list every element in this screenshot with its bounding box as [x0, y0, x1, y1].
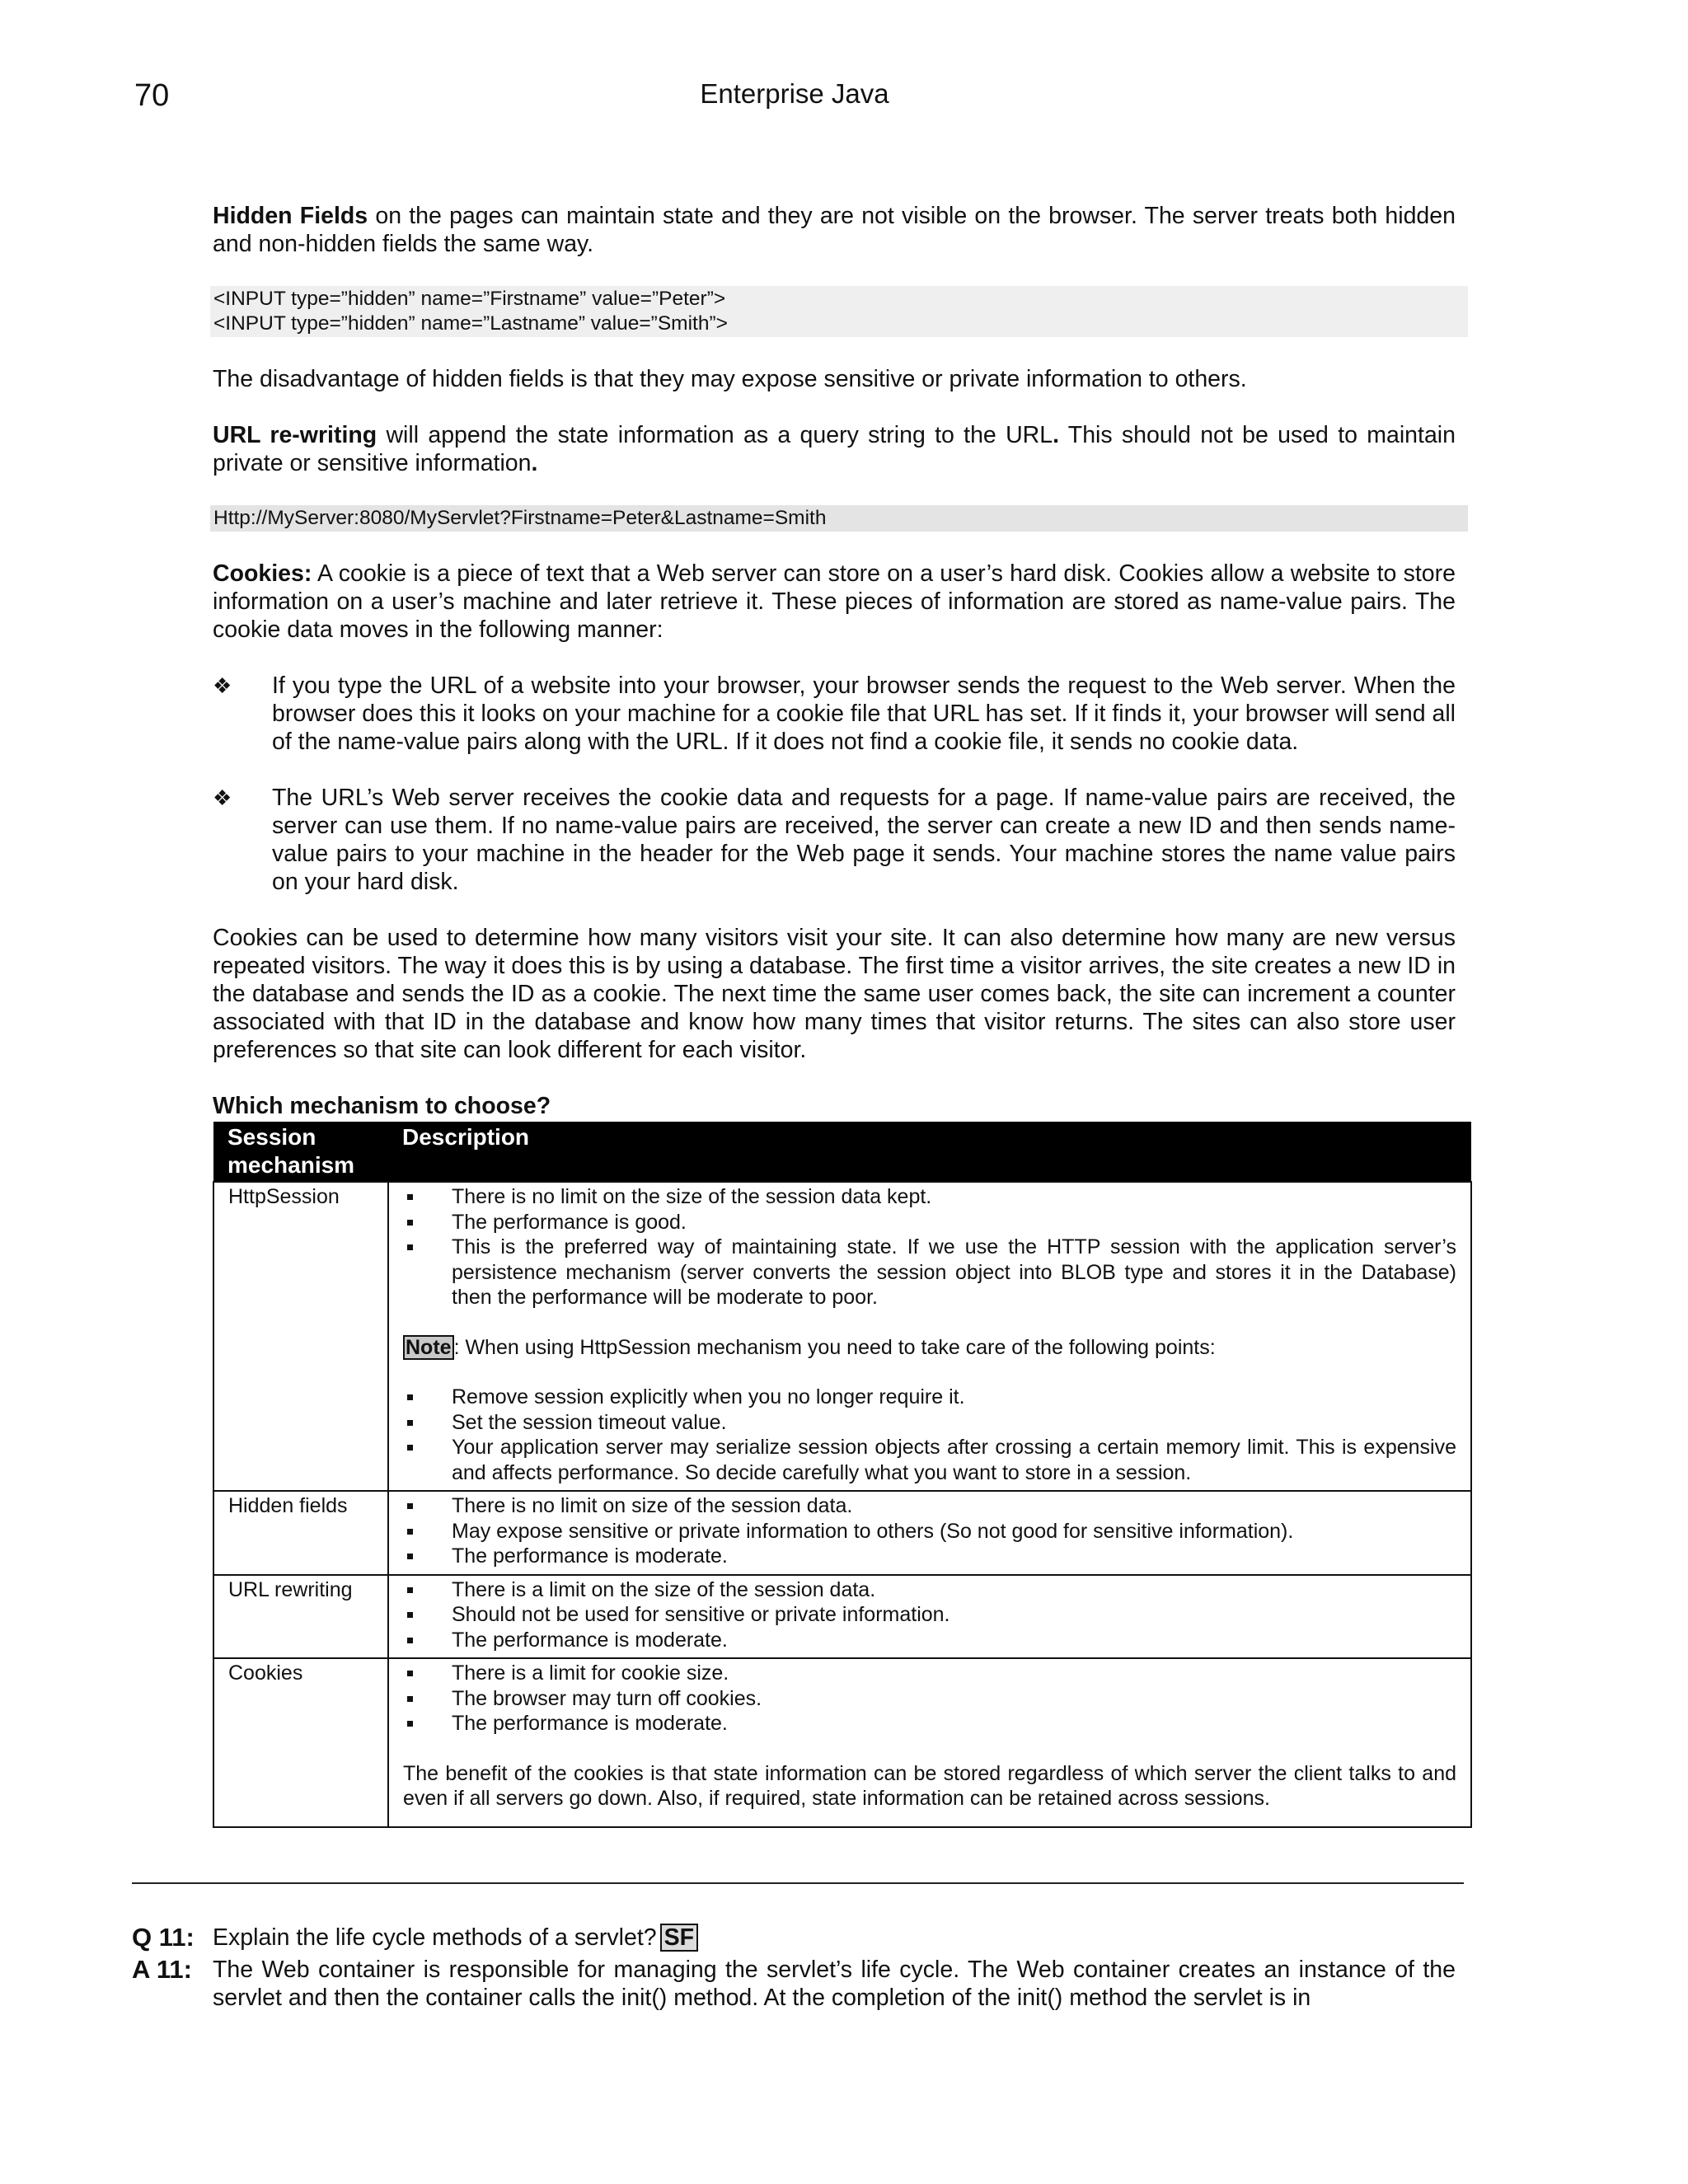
- section-heading: Which mechanism to choose?: [213, 1093, 551, 1119]
- mechanism-name: URL rewriting: [213, 1575, 388, 1659]
- table-row: [213, 1658, 1471, 1827]
- column-header: Session mechanism: [213, 1122, 388, 1182]
- mechanism-description: [388, 1658, 1471, 1827]
- answer-text: The Web container is responsible for managing the servlet’s life cycle. The Web container creates an instance of the servlet and then the container calls the init() method. At the completion of the init() method the servlet is in: [213, 1957, 1456, 2011]
- main-content: [213, 202, 1456, 1828]
- point-list: [403, 1577, 1456, 1653]
- url-rewriting-text-2: This should not be used to maintain private or sensitive information: [213, 422, 1456, 476]
- hidden-fields-term: Hidden Fields: [213, 203, 368, 229]
- note: [403, 1335, 1456, 1361]
- diamond-bullet-icon: ❖: [213, 673, 232, 698]
- list-item: Should not be used for sensitive or private information.: [403, 1602, 1456, 1628]
- mechanism-description: [388, 1491, 1471, 1575]
- list-item: Your application server may serialize session objects after crossing a certain memory limit. This is expensive and affects performance. So decide carefully what you want to store in a session.: [403, 1435, 1456, 1485]
- diamond-bullet-icon: ❖: [213, 785, 232, 810]
- point-list: [403, 1661, 1456, 1736]
- list-item: The browser may turn off cookies.: [403, 1686, 1456, 1712]
- question-label: Q 11:: [132, 1923, 195, 1952]
- sf-tag-badge: SF: [660, 1924, 698, 1952]
- session-mechanism-table: [213, 1122, 1472, 1828]
- table-row: [213, 1575, 1471, 1659]
- cookies-paragraph: [213, 560, 1456, 644]
- list-item: Remove session explicitly when you no longer require it.: [403, 1385, 1456, 1410]
- spacer: [403, 1360, 1456, 1385]
- hidden-fields-paragraph: [213, 202, 1456, 258]
- code-line: <INPUT type=”hidden” name=”Firstname” value=”Peter”>: [213, 288, 726, 310]
- answer-label: A 11:: [132, 1955, 192, 1984]
- table-row: [213, 1491, 1471, 1575]
- column-header: Description: [388, 1122, 1471, 1182]
- page-number: 70: [134, 78, 170, 113]
- cookies-text: A cookie is a piece of text that a Web server can store on a user’s hard disk. Cookies allow a website to store information on a user’s machine and later retrieve it. These pieces of information are stored as name-value pairs. The cookie data moves in the following manner:: [213, 560, 1456, 643]
- cookies-benefit: The benefit of the cookies is that state information can be stored regardless of which server the client talks to and even if all servers go down. Also, if required, state information can be retained across sessions.: [403, 1761, 1456, 1810]
- bold-period: .: [531, 450, 538, 476]
- list-item: There is no limit on the size of the session data kept.: [403, 1184, 1456, 1210]
- hidden-fields-code: [210, 286, 1468, 337]
- mechanism-description: [388, 1575, 1471, 1659]
- mechanism-name: HttpSession: [213, 1182, 388, 1491]
- horizontal-rule: [132, 1882, 1464, 1884]
- list-item: [213, 784, 1456, 896]
- spacer: [403, 1310, 1456, 1335]
- list-item: The performance is moderate.: [403, 1711, 1456, 1736]
- list-item: May expose sensitive or private information to others (So not good for sensitive information).: [403, 1519, 1456, 1544]
- point-list: [403, 1385, 1456, 1485]
- url-rewriting-paragraph: [213, 421, 1456, 477]
- list-item: The performance is moderate.: [403, 1628, 1456, 1653]
- list-item: Set the session timeout value.: [403, 1410, 1456, 1436]
- bold-period: .: [1053, 422, 1060, 448]
- url-rewriting-code: [210, 505, 1468, 532]
- list-item: There is a limit for cookie size.: [403, 1661, 1456, 1686]
- list-item-text: The URL’s Web server receives the cookie data and requests for a page. If name-value pairs are received, the server can use them. If no name-value pairs are received, the server can create a new ID and then sends name-value pairs to your machine in the header for the Web page it sends. Your machine stores the name value pairs on your hard disk.: [272, 785, 1456, 895]
- mechanism-description: [388, 1182, 1471, 1491]
- code-line: Http://MyServer:8080/MyServlet?Firstname=Peter&Lastname=Smith: [213, 507, 827, 529]
- running-head-title: Enterprise Java: [700, 78, 889, 109]
- answer-block: [132, 1956, 1456, 2012]
- cookie-flow-list: [213, 672, 1456, 896]
- point-list: [403, 1184, 1456, 1310]
- point-list: [403, 1493, 1456, 1569]
- url-rewriting-text: will append the state information as a query string to the URL: [377, 422, 1053, 448]
- hidden-fields-disadvantage: The disadvantage of hidden fields is that they may expose sensitive or private information to others.: [213, 366, 1247, 392]
- mechanism-name: Cookies: [213, 1658, 388, 1827]
- list-item: [213, 672, 1456, 756]
- list-item: The performance is moderate.: [403, 1544, 1456, 1569]
- list-item: The performance is good.: [403, 1210, 1456, 1235]
- table-header-row: [213, 1122, 1471, 1182]
- hidden-fields-text: on the pages can maintain state and they are not visible on the browser. The server treats both hidden and non-hidden fields the same way.: [213, 203, 1456, 257]
- question-block: [132, 1924, 1456, 1952]
- code-line: <INPUT type=”hidden” name=”Lastname” value=”Smith”>: [213, 312, 728, 335]
- cookies-usage-paragraph: Cookies can be used to determine how many visitors visit your site. It can also determine how many are new versus repeated visitors. The way it does this is by using a database. The first time a visitor arrives, the site creates a new ID in the database and sends the ID as a cookie. The next time the same user comes back, the site can increment a counter associated with that ID in the database and know how many times that visitor returns. The sites can also store user preferences so that site can look different for each visitor.: [213, 925, 1456, 1063]
- note-text: : When using HttpSession mechanism you need to take care of the following points:: [453, 1335, 1216, 1359]
- table-row: [213, 1182, 1471, 1491]
- question-body: [213, 1924, 1456, 1952]
- note-label: Note: [403, 1335, 454, 1360]
- cookies-term: Cookies:: [213, 560, 312, 587]
- list-item: This is the preferred way of maintaining state. If we use the HTTP session with the application server’s persistence mechanism (server converts the session object into BLOB type and stores it in the Database) then the performance will be moderate to poor.: [403, 1235, 1456, 1310]
- url-rewriting-term: URL re-writing: [213, 422, 377, 448]
- question-text: Explain the life cycle methods of a servlet?: [213, 1924, 657, 1951]
- spacer: [403, 1736, 1456, 1761]
- list-item-text: If you type the URL of a website into your browser, your browser sends the request to the Web server. When the browser does this it looks on your machine for a cookie file that URL has set. If it finds it, your browser will send all of the name-value pairs along with the URL. If it does not find a cookie file, it sends no cookie data.: [272, 673, 1456, 755]
- list-item: There is a limit on the size of the session data.: [403, 1577, 1456, 1603]
- mechanism-name: Hidden fields: [213, 1491, 388, 1575]
- list-item: There is no limit on size of the session data.: [403, 1493, 1456, 1519]
